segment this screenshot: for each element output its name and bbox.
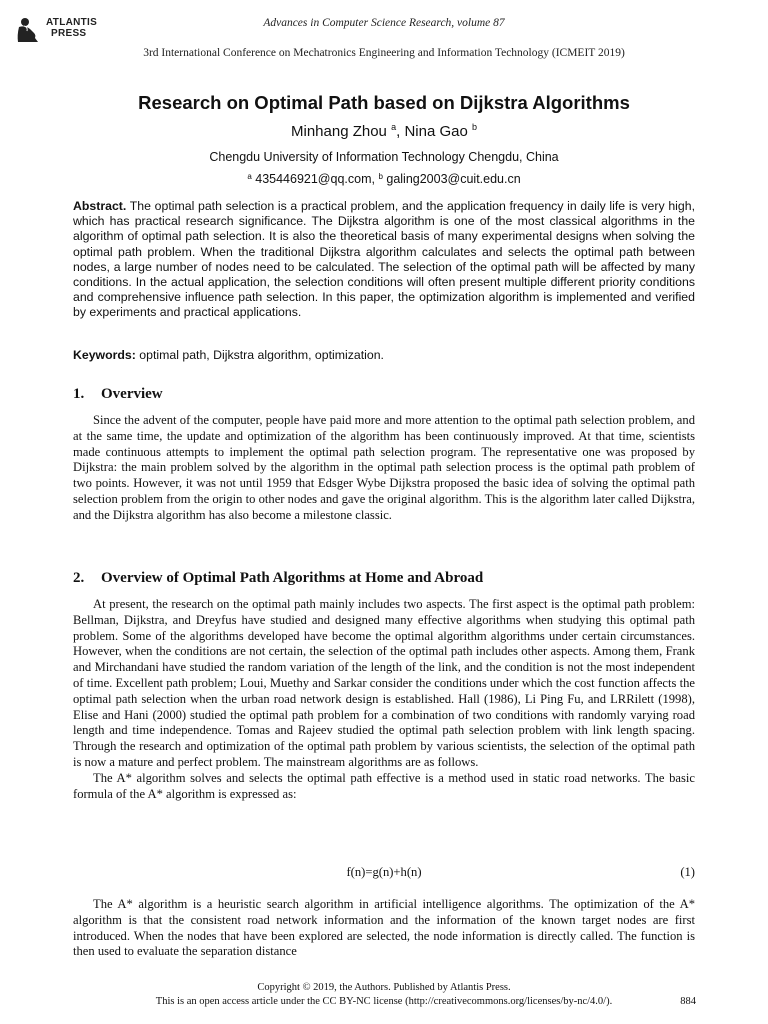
author-mark: b: [471, 122, 477, 132]
abstract-label: Abstract.: [73, 199, 127, 213]
series-title: Advances in Computer Science Research, volume 87: [263, 17, 505, 29]
publisher-name-line2: PRESS: [51, 28, 87, 39]
section-body: [73, 897, 695, 960]
section-title: Overview: [101, 386, 163, 402]
email-address: 435446921@qq.com,: [251, 172, 379, 186]
author-list: [0, 122, 768, 140]
affiliation: Chengdu University of Information Technology Chengdu, China: [209, 150, 559, 164]
publisher-name-line1: ATLANTIS: [46, 17, 98, 28]
keywords: [73, 348, 695, 362]
section-heading: [73, 570, 695, 587]
author-mark: a: [391, 122, 397, 132]
email-address: galing2003@cuit.edu.cn: [382, 172, 521, 186]
section-body: [73, 413, 695, 524]
abstract-text: The optimal path selection is a practical problem, and the application frequency in daily life is very high, which has practical research significance. The Dijkstra algorithm is one of the most classical algorithms in the algorithm of optimal path selection. It is also the theoretical basis of many experimental designs when solving the optimal path problem. When the traditional Dijkstra algorithm calculates and selects the optimal path between nodes, a large number of nodes need to be calculated. The selection of the optimal path will be affected by many conditions. In the actual application, the selection conditions will often present multiple different priority conditions and comprehensive influence path selection. In this paper, the optimization algorithm is implemented and verified by experiments and practical applications.: [73, 199, 695, 320]
paragraph: Since the advent of the computer, people have paid more and more attention to the optimal path selection problem, and at the same time, the update and optimization of the algorithm has been continuously improved. At that time, scientists made continuous attempts to implement the optimal path selection program. The representative one was proposed by Dijkstra: the main problem solved by the algorithm in the optimal path selection process is the optimal path problem of two points. However, it was not until 1959 that Edsger Wybe Dijkstra proposed the basic idea of solving the optimal path selection problem from the origin to other nodes and gave the original algorithm. This is the algorithm later called Dijkstra, and the Dijkstra algorithm has also become a milestone classic.: [73, 413, 695, 522]
author-emails: [0, 172, 768, 186]
copyright-notice: Copyright © 2019, the Authors. Published by Atlantis Press.: [257, 982, 511, 993]
keywords-text: optimal path, Dijkstra algorithm, optimization.: [135, 348, 384, 362]
email-mark: b: [378, 172, 383, 181]
author-name: Minhang Zhou: [291, 123, 387, 140]
email-mark: a: [247, 172, 252, 181]
author-name: Nina Gao: [404, 123, 468, 140]
paper-title: Research on Optimal Path based on Dijkstra Algorithms: [138, 92, 630, 113]
section-number: 2.: [73, 570, 85, 586]
conference-name: 3rd International Conference on Mechatronics Engineering and Information Technology (ICMEIT 2019): [143, 47, 625, 59]
section-title: Overview of Optimal Path Algorithms at Home and Abroad: [101, 570, 484, 586]
equation-text: f(n)=g(n)+h(n): [346, 865, 422, 879]
paragraph: The A* algorithm is a heuristic search algorithm in artificial intelligence algorithms. The optimization of the A* algorithm is that the consistent road network information and the information of the known target nodes are first introduced. When the nodes that have been explored are selected, the node information is directly called. The function is then used to evaluate the separation distance: [73, 897, 695, 959]
section-number: 1.: [73, 386, 85, 402]
abstract: [73, 199, 695, 321]
paragraph: At present, the research on the optimal path mainly includes two aspects. The first aspect is the optimal path problem: Bellman, Dijkstra, and Dreyfus have studied and designed many effective algorithms when studying this optimal path problem. Some of the algorithms developed have become the optimal algorithm algorithms under certain circumstances. However, when the conditions are not certain, the selection of the optimal path includes other aspects. Among them, Frank and Mirchandani have studied the random variation of the length of the link, and the condition is not the most independent of time. Excellent path problem; Loui, Muethy and Sarkar consider the conditions under which the cost function affects the optimal path selection when the urban road network design is established. Hall (1986), Li Ping Fu, and LRRilett (1998), Elise and Hani (2000) studied the optimal path problem for a combination of two conditions with randomly varying road length and time independence. Tomas and Rajeev studied the optimal path selection problem with link length spacing. Through the research and optimization of the optimal path problem by various scientists, the selection of the optimal path is now a mature and perfect problem. The mainstream algorithms are as follows.: [73, 597, 695, 769]
keywords-label: Keywords:: [73, 348, 136, 362]
equation-number: (1): [680, 865, 695, 879]
section-heading: [73, 386, 695, 403]
author-separator: ,: [396, 123, 405, 140]
page-number: 884: [680, 996, 696, 1007]
section-body: [73, 597, 695, 802]
paragraph: The A* algorithm solves and selects the optimal path effective is a method used in static road networks. The basic formula of the A* algorithm is expressed as:: [73, 770, 695, 801]
license-notice: This is an open access article under the CC BY-NC license (http://creativecommons.org/licenses/by-nc/4.0/).: [155, 996, 613, 1007]
